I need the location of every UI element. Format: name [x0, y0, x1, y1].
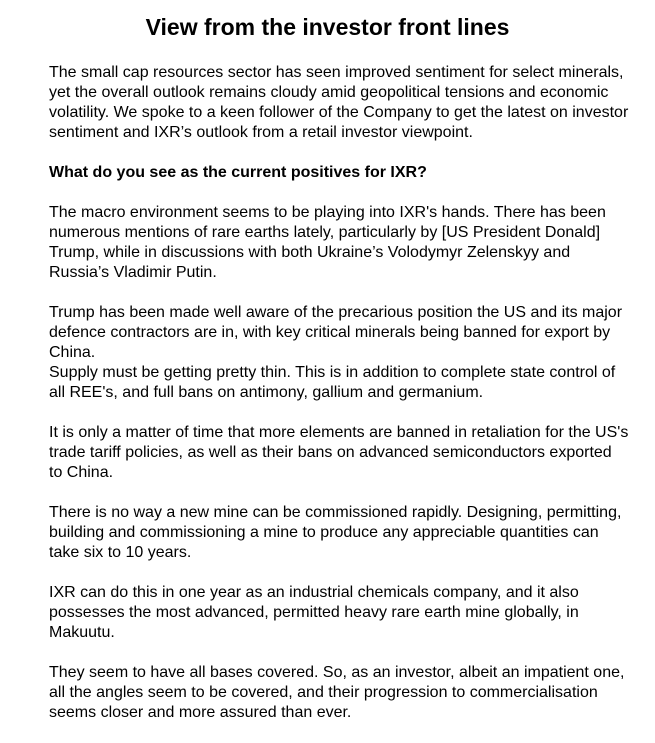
answer-paragraph: They seem to have all bases covered. So, as an investor, albeit an impatient one, all the angles seem to be covered, and their progression to commercialisation seems closer and more assured than ever.	[49, 664, 625, 721]
article-title: View from the investor front lines	[145, 14, 510, 40]
answer-paragraph: There is no way a new mine can be commissioned rapidly. Designing, permitting, building and commissioning a mine to produce any appreciable quantities can take six to 10 years.	[49, 504, 622, 561]
intro-paragraph: The small cap resources sector has seen improved sentiment for select minerals, yet the overall outlook remains cloudy amid geopolitical tensions and economic volatility. We spoke to a keen follower of the Company to get the latest on investor sentiment and IXR’s outlook from a retail investor viewpoint.	[49, 64, 629, 141]
article-body	[49, 63, 629, 743]
interview-question: What do you see as the current positives for IXR?	[49, 164, 427, 181]
answer-paragraph: The macro environment seems to be playing into IXR's hands. There has been numerous mentions of rare earths lately, particularly by [US President Donald] Trump, while in discussions with both Ukraine’s Volodymyr Zelenskyy and Russia’s Vladimir Putin.	[49, 204, 606, 281]
answer-paragraph: IXR can do this in one year as an industrial chemicals company, and it also possesses the most advanced, permitted heavy rare earth mine globally, in Makuutu.	[49, 584, 579, 641]
answer-paragraph: Trump has been made well aware of the precarious position the US and its major defence contractors are in, with key critical minerals being banned for export by China. Supply must be getting pretty thin. This is in addition to complete state control of all REE's, and full bans on antimony, gallium and germanium.	[49, 304, 623, 401]
answer-paragraph: It is only a matter of time that more elements are banned in retaliation for the US's trade tariff policies, as well as their bans on advanced semiconductors exported to China.	[49, 424, 629, 481]
